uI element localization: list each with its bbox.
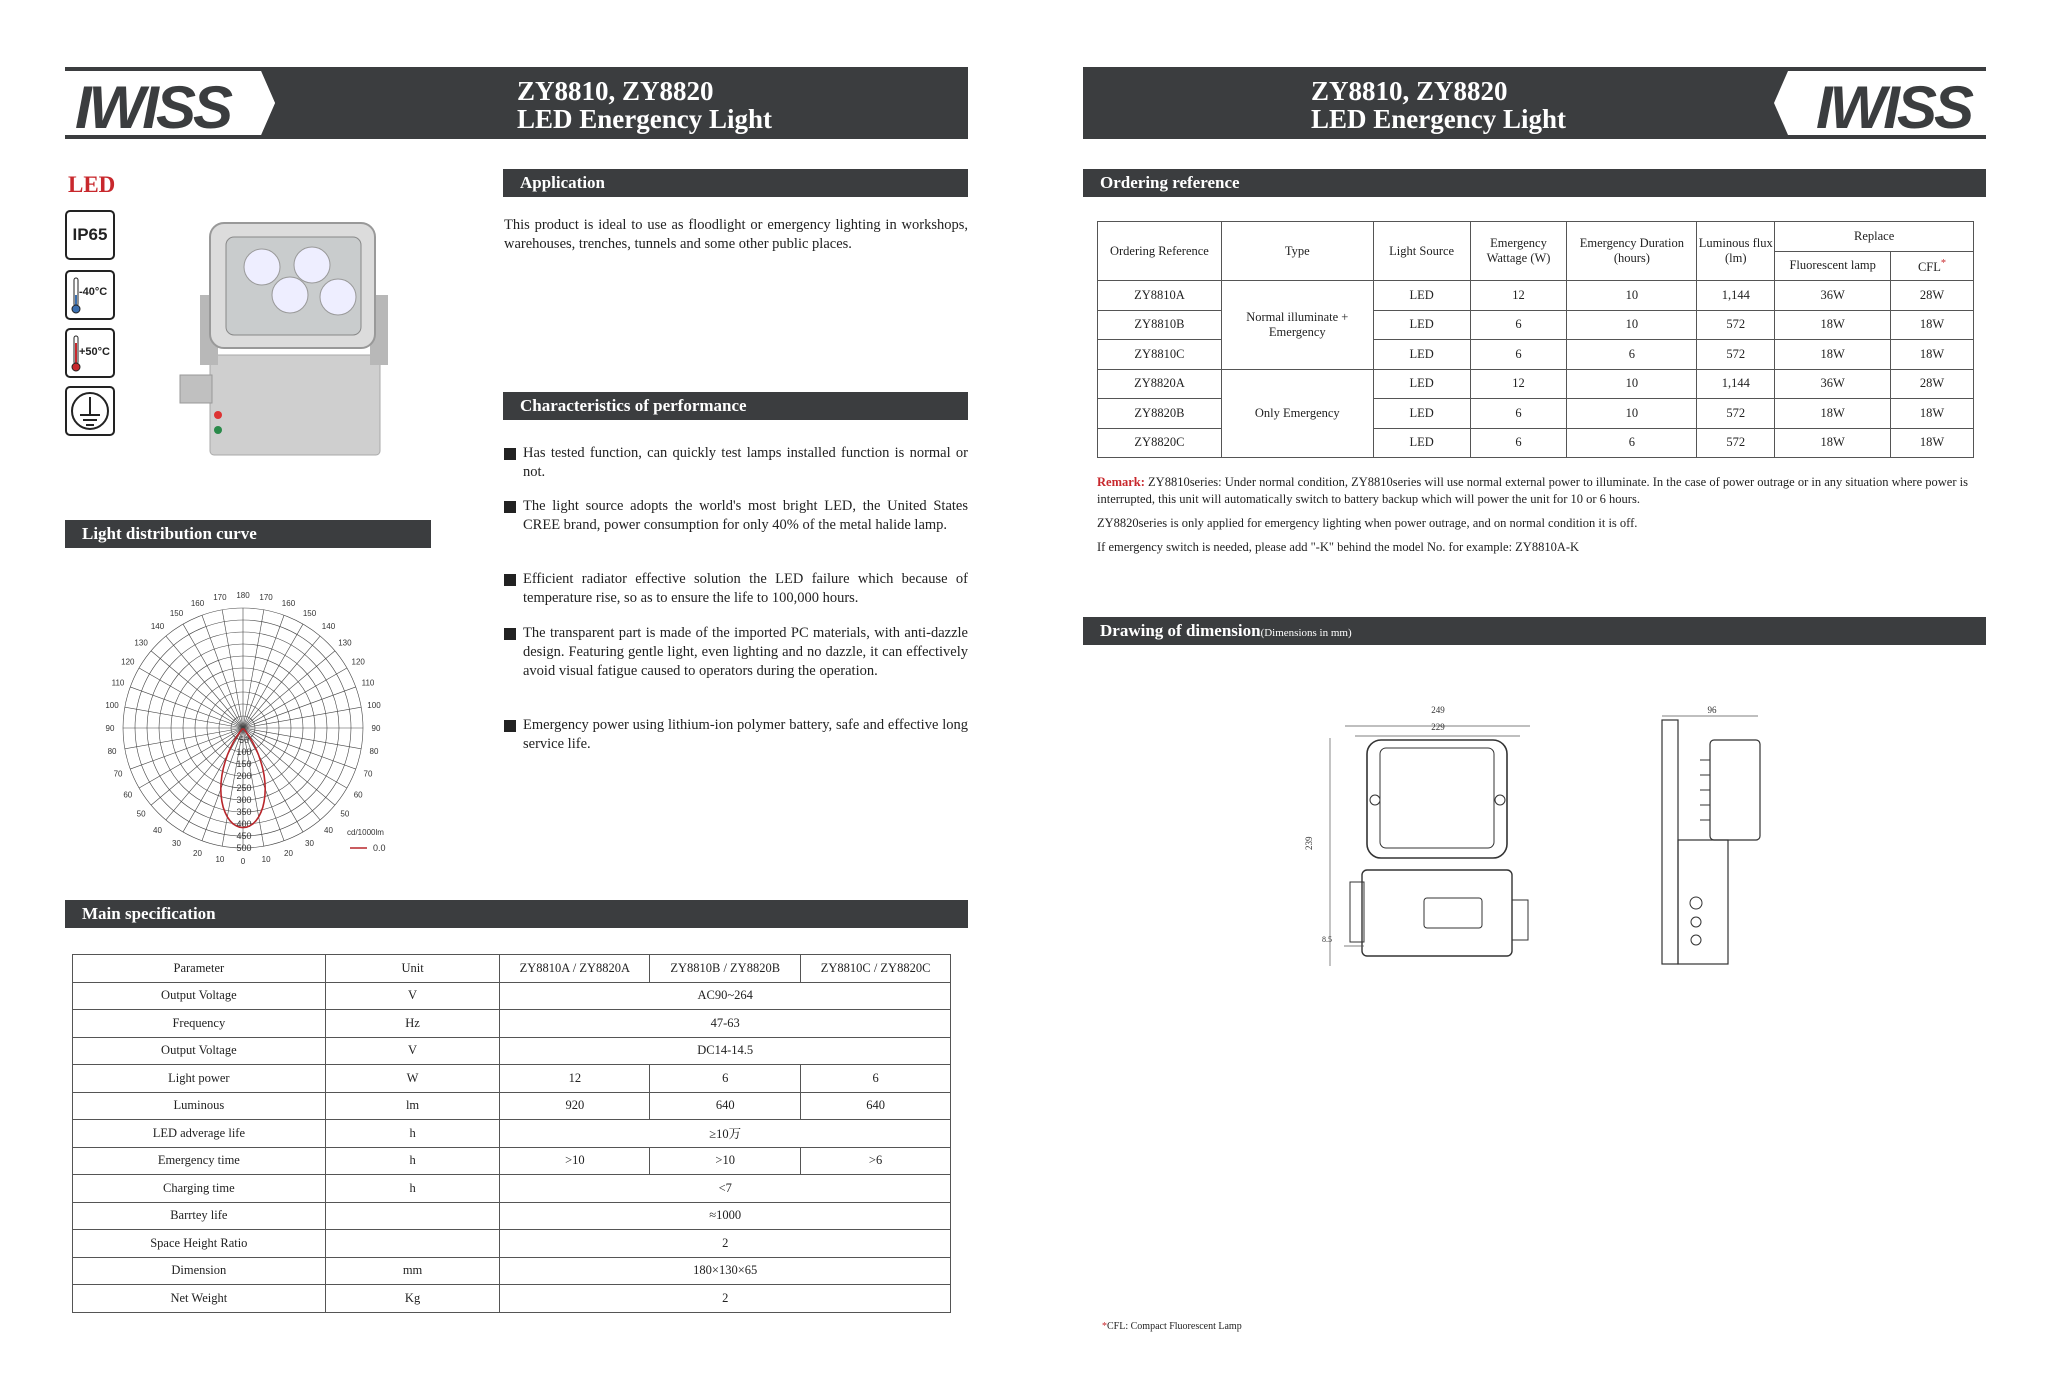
spec-value: ≈1000 bbox=[500, 1202, 951, 1230]
product-photo bbox=[170, 215, 400, 465]
ordering-cfl: 18W bbox=[1891, 428, 1974, 458]
spec-param: Barrtey life bbox=[73, 1202, 326, 1230]
bullet-square-icon bbox=[504, 720, 516, 732]
polar-angle-label: 70 bbox=[363, 769, 373, 779]
spec-row bbox=[73, 1202, 951, 1230]
low-temp-badge bbox=[65, 270, 115, 320]
polar-angle-label: 130 bbox=[338, 638, 352, 648]
spec-row bbox=[73, 1037, 951, 1065]
ordering-duration: 10 bbox=[1567, 281, 1697, 311]
spec-value: 920 bbox=[500, 1092, 650, 1120]
spec-row bbox=[73, 1230, 951, 1258]
polar-radial-label: 100 bbox=[236, 747, 252, 757]
spec-param: Luminous bbox=[73, 1092, 326, 1120]
polar-angle-label: 110 bbox=[111, 678, 125, 688]
spec-param: Frequency bbox=[73, 1010, 326, 1038]
spec-value: >10 bbox=[500, 1147, 650, 1175]
polar-angle-label: 20 bbox=[193, 848, 202, 858]
polar-radial-label: 500 bbox=[236, 843, 252, 853]
polar-legend-label: 0.0 bbox=[373, 843, 386, 853]
bullet-square-icon bbox=[504, 628, 516, 640]
spec-row bbox=[73, 1065, 951, 1093]
ordering-fluor: 36W bbox=[1775, 369, 1891, 399]
ordering-source: LED bbox=[1373, 281, 1470, 311]
spec-value: AC90~264 bbox=[500, 982, 951, 1010]
spec-value: DC14-14.5 bbox=[500, 1037, 951, 1065]
polar-angle-label: 160 bbox=[190, 599, 205, 609]
remark-label: Remark: bbox=[1097, 475, 1145, 489]
footnote-text: CFL: Compact Fluorescent Lamp bbox=[1107, 1321, 1242, 1332]
ordering-source: LED bbox=[1373, 340, 1470, 370]
ip65-text: IP65 bbox=[72, 225, 108, 244]
left-brand-logo: IWISS bbox=[75, 74, 231, 141]
ordering-wattage: 6 bbox=[1470, 428, 1567, 458]
led-label: LED bbox=[68, 172, 116, 197]
ordering-flux: 1,144 bbox=[1697, 281, 1775, 311]
ordering-cfl: 18W bbox=[1891, 399, 1974, 429]
dim-height: 239 bbox=[1304, 836, 1314, 850]
polar-radial-label: 250 bbox=[236, 783, 252, 793]
polar-angle-label: 30 bbox=[172, 839, 181, 849]
ordering-flux: 572 bbox=[1697, 428, 1775, 458]
dim-depth: 96 bbox=[1707, 705, 1717, 715]
spec-unit: V bbox=[325, 982, 500, 1010]
polar-angle-label: 130 bbox=[134, 638, 148, 648]
spec-unit: Hz bbox=[325, 1010, 500, 1038]
spec-value: 2 bbox=[500, 1285, 951, 1313]
dim-foot: 8.5 bbox=[1322, 935, 1332, 944]
polar-angle-label: 150 bbox=[169, 608, 184, 618]
col-header-wattage: Emergency Wattage (W) bbox=[1470, 222, 1567, 281]
col-header-duration: Emergency Duration (hours) bbox=[1567, 222, 1697, 281]
bullet-square-icon bbox=[504, 448, 516, 460]
ordering-ref: ZY8820B bbox=[1098, 399, 1222, 429]
ordering-wattage: 6 bbox=[1470, 310, 1567, 340]
spec-value: 6 bbox=[801, 1065, 951, 1093]
spec-unit: lm bbox=[325, 1092, 500, 1120]
polar-radial-label: 450 bbox=[236, 831, 252, 841]
ordering-cfl: 18W bbox=[1891, 340, 1974, 370]
polar-angle-label: 90 bbox=[371, 724, 381, 733]
characteristics-heading: Characteristics of performance bbox=[503, 392, 968, 420]
polar-angle-label: 110 bbox=[361, 678, 375, 688]
ordering-wattage: 12 bbox=[1470, 369, 1567, 399]
polar-angle-label: 10 bbox=[261, 854, 271, 864]
polar-angle-label: 180 bbox=[236, 591, 250, 600]
ip65-badge bbox=[65, 210, 115, 260]
spec-value: <7 bbox=[500, 1175, 951, 1203]
characteristic-item: Emergency power using lithium-ion polymer battery, safe and effective long service life. bbox=[523, 717, 968, 752]
bullet-square-icon bbox=[504, 574, 516, 586]
ordering-fluor: 18W bbox=[1775, 428, 1891, 458]
polar-angle-label: 80 bbox=[369, 747, 379, 757]
ordering-fluor: 18W bbox=[1775, 399, 1891, 429]
high-temp-badge bbox=[65, 328, 115, 378]
ground-symbol-icon bbox=[70, 391, 110, 431]
ordering-source: LED bbox=[1373, 369, 1470, 399]
polar-radial-label: 350 bbox=[236, 807, 252, 817]
characteristic-item: Has tested function, can quickly test lamps installed function is normal or not. bbox=[523, 445, 968, 480]
remark-line3: If emergency switch is needed, please add "-K" behind the model No. for example: ZY8810A-K bbox=[1097, 540, 1580, 554]
ordering-fluor: 36W bbox=[1775, 281, 1891, 311]
spec-param: LED adverage life bbox=[73, 1120, 326, 1148]
spec-unit: V bbox=[325, 1037, 500, 1065]
ordering-flux: 572 bbox=[1697, 310, 1775, 340]
polar-angle-label: 140 bbox=[321, 622, 336, 632]
polar-angle-label: 50 bbox=[136, 809, 146, 819]
low-temp-text: -40°C bbox=[79, 286, 108, 298]
polar-angle-label: 120 bbox=[351, 657, 365, 667]
spec-value: 47-63 bbox=[500, 1010, 951, 1038]
polar-radial-label: 400 bbox=[236, 819, 252, 829]
spec-value: 6 bbox=[650, 1065, 801, 1093]
polar-angle-label: 100 bbox=[105, 700, 119, 710]
left-title-line1: ZY8810, ZY8820 bbox=[517, 76, 714, 106]
polar-radial-label: 300 bbox=[236, 795, 252, 805]
ordering-cfl: 18W bbox=[1891, 310, 1974, 340]
ordering-duration: 6 bbox=[1567, 340, 1697, 370]
polar-angle-label: 40 bbox=[324, 825, 333, 835]
application-text: This product is ideal to use as floodlight or emergency lighting in workshops, warehouses, trenches, tunnels and some other public places. bbox=[504, 217, 968, 252]
spec-value: 12 bbox=[500, 1065, 650, 1093]
col-header-flux: Luminous flux (lm) bbox=[1697, 222, 1775, 281]
polar-angle-label: 170 bbox=[259, 593, 273, 603]
spec-value: 2 bbox=[500, 1230, 951, 1258]
right-title-line2: LED Energency Light bbox=[1311, 104, 1567, 134]
polar-angle-label: 140 bbox=[150, 622, 165, 632]
spec-param: Space Height Ratio bbox=[73, 1230, 326, 1258]
application-heading: Application bbox=[503, 169, 968, 197]
spec-row bbox=[73, 1285, 951, 1313]
ordering-cfl: 28W bbox=[1891, 281, 1974, 311]
ordering-type-group: Only Emergency bbox=[1221, 369, 1373, 458]
spec-param: Net Weight bbox=[73, 1285, 326, 1313]
cfl-asterisk-icon: * bbox=[1940, 258, 1947, 270]
spec-header-cell: ZY8810A / ZY8820A bbox=[500, 955, 650, 983]
footnote bbox=[1102, 1318, 1242, 1335]
ordering-fluor: 18W bbox=[1775, 340, 1891, 370]
class-badge bbox=[65, 386, 115, 436]
ordering-duration: 10 bbox=[1567, 310, 1697, 340]
ordering-row bbox=[1098, 281, 1974, 311]
spec-header-cell: ZY8810C / ZY8820C bbox=[801, 955, 951, 983]
dimension-drawing bbox=[1300, 700, 1780, 980]
remark-line2: ZY8820series is only applied for emergency lighting when power outrage, and on normal condition it is off. bbox=[1097, 516, 1638, 530]
col-header-source: Light Source bbox=[1373, 222, 1470, 281]
col-header-type: Type bbox=[1221, 222, 1373, 281]
characteristic-item: Efficient radiator effective solution the LED failure which because of temperature rise, so as to ensure the life to 100,000 hours. bbox=[523, 571, 968, 606]
polar-angle-label: 60 bbox=[123, 790, 133, 800]
right-title-line1: ZY8810, ZY8820 bbox=[1311, 76, 1508, 106]
spec-header-cell: Unit bbox=[325, 955, 500, 983]
characteristic-item: The light source adopts the world's most bright LED, the United States CREE brand, power consumption for only 40% of the metal halide lamp. bbox=[523, 498, 968, 533]
ordering-fluor: 18W bbox=[1775, 310, 1891, 340]
ordering-row bbox=[1098, 369, 1974, 399]
polar-angle-label: 150 bbox=[302, 608, 317, 618]
ordering-flux: 572 bbox=[1697, 399, 1775, 429]
ordering-flux: 1,144 bbox=[1697, 369, 1775, 399]
col-header-ref: Ordering Reference bbox=[1098, 222, 1222, 281]
cfl-label: CFL bbox=[1917, 260, 1941, 275]
spec-row bbox=[73, 1092, 951, 1120]
spec-param: Output Voltage bbox=[73, 1037, 326, 1065]
spec-param: Dimension bbox=[73, 1257, 326, 1285]
high-temp-text: +50°C bbox=[79, 346, 111, 358]
ordering-flux: 572 bbox=[1697, 340, 1775, 370]
remark-line1: ZY8810series: Under normal condition, ZY8810series will use normal external power to illuminate. In the case of power outrage or in any situation where power is interrupted, this unit will automatically switch to battery backup which will power the unit for 10 or 6 hours. bbox=[1097, 475, 1968, 506]
spec-unit: mm bbox=[325, 1257, 500, 1285]
polar-unit-label: cd/1000lm bbox=[347, 828, 384, 837]
spec-table bbox=[72, 954, 951, 1313]
polar-angle-label: 10 bbox=[215, 854, 225, 864]
spec-unit: Kg bbox=[325, 1285, 500, 1313]
spec-value: >6 bbox=[801, 1147, 951, 1175]
spec-value: >10 bbox=[650, 1147, 801, 1175]
polar-angle-label: 100 bbox=[367, 700, 381, 710]
polar-angle-label: 20 bbox=[284, 848, 293, 858]
polar-angle-label: 50 bbox=[340, 809, 350, 819]
ordering-table bbox=[1097, 221, 1974, 458]
dim-width-inner: 229 bbox=[1431, 722, 1445, 732]
ordering-ref: ZY8810B bbox=[1098, 310, 1222, 340]
ordering-duration: 10 bbox=[1567, 369, 1697, 399]
polar-radial-label: 200 bbox=[236, 771, 252, 781]
polar-angle-label: 90 bbox=[105, 724, 115, 733]
spec-row bbox=[73, 1257, 951, 1285]
bullet-square-icon bbox=[504, 501, 516, 513]
spec-unit: h bbox=[325, 1120, 500, 1148]
spec-unit bbox=[325, 1230, 500, 1258]
ordering-source: LED bbox=[1373, 310, 1470, 340]
polar-angle-label: 170 bbox=[213, 593, 227, 603]
spec-row bbox=[73, 1147, 951, 1175]
footnote-asterisk-icon: * bbox=[1102, 1321, 1107, 1332]
spec-value: 180×130×65 bbox=[500, 1257, 951, 1285]
polar-angle-label: 30 bbox=[305, 839, 314, 849]
spec-row bbox=[73, 1175, 951, 1203]
spec-value: 640 bbox=[801, 1092, 951, 1120]
ordering-ref: ZY8810C bbox=[1098, 340, 1222, 370]
drawing-heading bbox=[1083, 617, 1986, 645]
characteristic-item: The transparent part is made of the imported PC materials, with anti-dazzle design. Featuring gentle light, even lighting and no dazzle, it can effectively avoid visual fatigue caused to operators during the operation. bbox=[523, 625, 968, 679]
spec-param: Charging time bbox=[73, 1175, 326, 1203]
dim-width-outer: 249 bbox=[1431, 705, 1445, 715]
polar-angle-label: 40 bbox=[153, 825, 162, 835]
remark-paragraph bbox=[1097, 474, 1975, 508]
ordering-source: LED bbox=[1373, 399, 1470, 429]
main-spec-heading: Main specification bbox=[65, 900, 968, 928]
spec-unit: h bbox=[325, 1175, 500, 1203]
light-curve-heading: Light distribution curve bbox=[65, 520, 431, 548]
polar-angle-label: 160 bbox=[281, 599, 296, 609]
spec-unit bbox=[325, 1202, 500, 1230]
spec-row bbox=[73, 982, 951, 1010]
ordering-ref: ZY8820A bbox=[1098, 369, 1222, 399]
spec-row bbox=[73, 1010, 951, 1038]
ordering-type-group: Normal illuminate + Emergency bbox=[1221, 281, 1373, 370]
polar-angle-label: 120 bbox=[121, 657, 135, 667]
polar-radial-label: 150 bbox=[236, 759, 252, 769]
spec-header-cell: ZY8810B / ZY8820B bbox=[650, 955, 801, 983]
spec-unit: W bbox=[325, 1065, 500, 1093]
ordering-ref: ZY8810A bbox=[1098, 281, 1222, 311]
ordering-heading: Ordering reference bbox=[1083, 169, 1986, 197]
spec-value: 640 bbox=[650, 1092, 801, 1120]
polar-chart bbox=[95, 585, 435, 865]
col-header-replace: Replace bbox=[1775, 222, 1974, 252]
spec-row bbox=[73, 1120, 951, 1148]
ordering-ref: ZY8820C bbox=[1098, 428, 1222, 458]
polar-angle-label: 70 bbox=[113, 769, 123, 779]
ordering-wattage: 6 bbox=[1470, 340, 1567, 370]
spec-header-cell: Parameter bbox=[73, 955, 326, 983]
col-header-fluor: Fluorescent lamp bbox=[1775, 251, 1891, 281]
polar-angle-label: 60 bbox=[353, 790, 363, 800]
spec-value: ≥10万 bbox=[500, 1120, 951, 1148]
polar-angle-label: 80 bbox=[107, 747, 117, 757]
ordering-wattage: 6 bbox=[1470, 399, 1567, 429]
drawing-title: Drawing of dimension bbox=[1100, 621, 1261, 640]
right-brand-logo: IWISS bbox=[1816, 74, 1972, 141]
ordering-duration: 10 bbox=[1567, 399, 1697, 429]
spec-param: Emergency time bbox=[73, 1147, 326, 1175]
left-title-line2: LED Energency Light bbox=[517, 104, 773, 134]
ordering-cfl: 28W bbox=[1891, 369, 1974, 399]
spec-param: Light power bbox=[73, 1065, 326, 1093]
ordering-duration: 6 bbox=[1567, 428, 1697, 458]
col-header-cfl bbox=[1891, 251, 1974, 281]
ordering-wattage: 12 bbox=[1470, 281, 1567, 311]
spec-param: Output Voltage bbox=[73, 982, 326, 1010]
polar-angle-label: 0 bbox=[240, 857, 246, 865]
drawing-subtitle: (Dimensions in mm) bbox=[1260, 627, 1352, 639]
spec-unit: h bbox=[325, 1147, 500, 1175]
polar-radial-label: 50 bbox=[238, 735, 250, 745]
ordering-source: LED bbox=[1373, 428, 1470, 458]
